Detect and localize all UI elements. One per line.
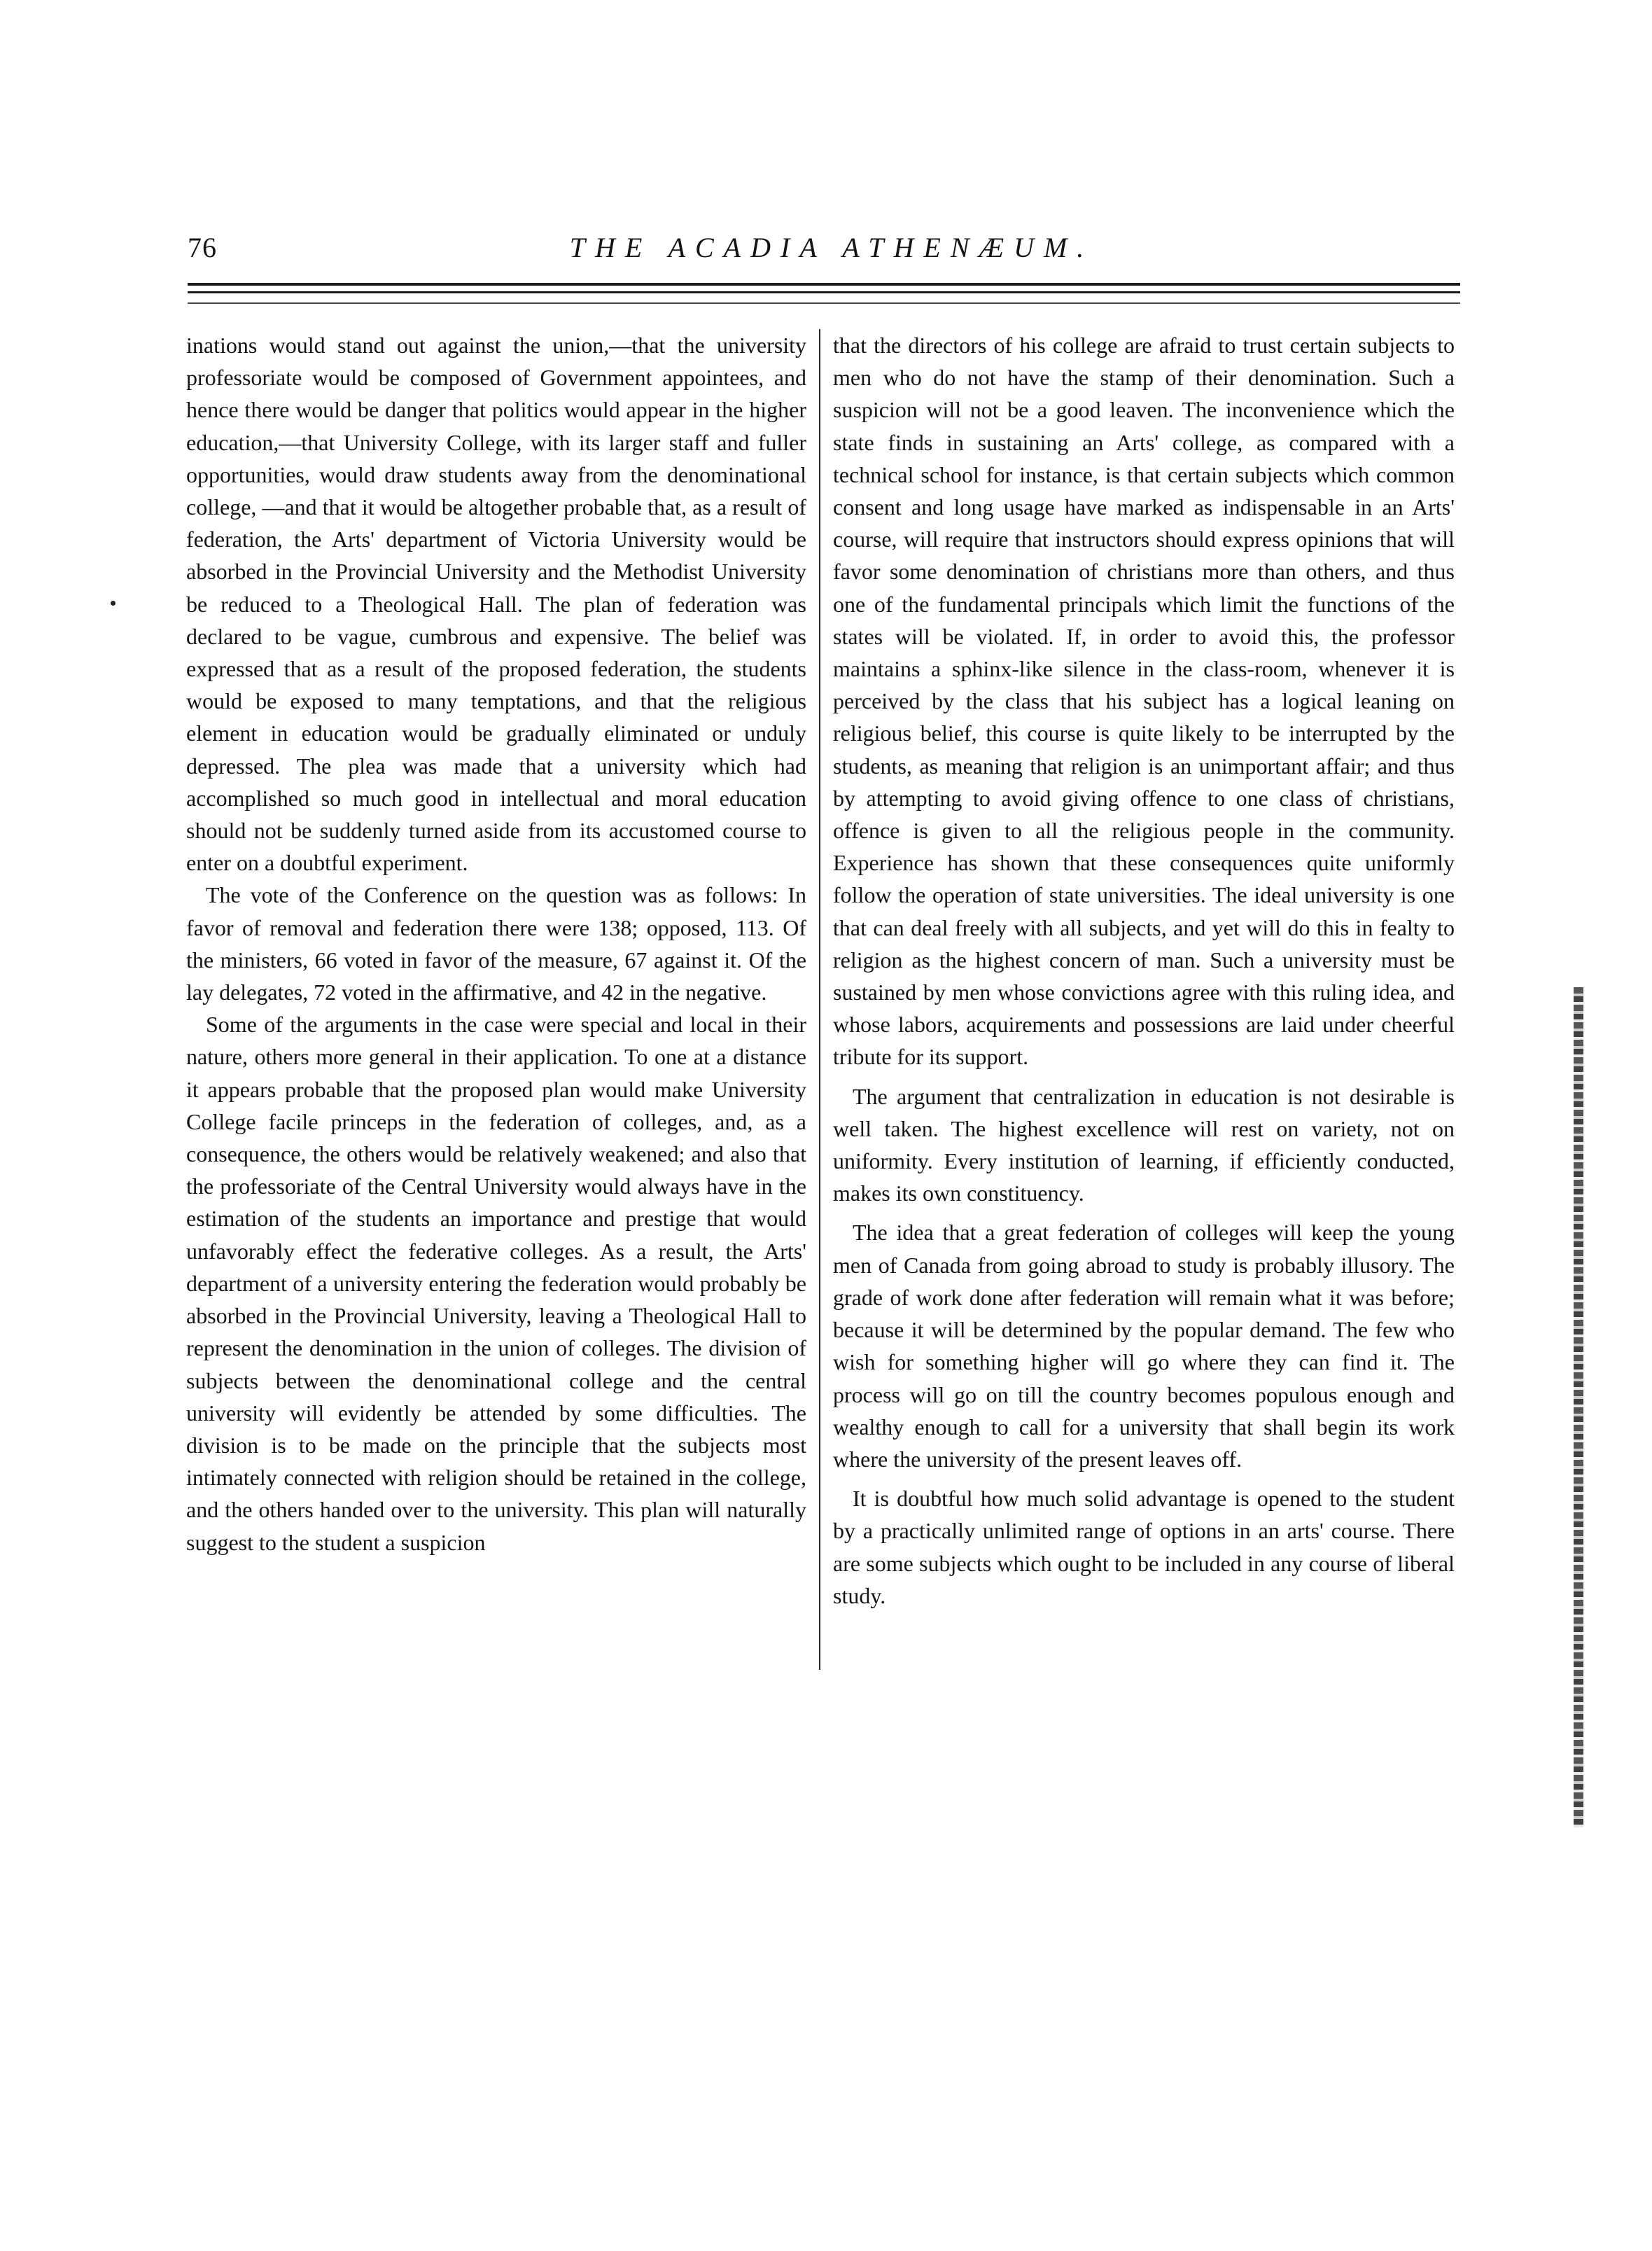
paragraph: The argument that centralization in education is not desirable is well taken. The highest excellence will rest on variety, not on uniformity. Every institution of learning, if efficiently conducted, makes its own constituency. bbox=[833, 1083, 1455, 1206]
page-number: 76 bbox=[188, 232, 217, 263]
paragraph: The vote of the Conference on the question was as follows: In favor of removal and federation there were 138; opposed, 113. Of the ministers, 66 voted in favor of the measure, 67 against it. Of the lay delegates, 72 voted in the affirmative, and 42 in the negative. bbox=[186, 882, 806, 1005]
left-column bbox=[186, 329, 806, 1559]
paragraph: that the directors of his college are afraid to trust certain subjects to men who do not have the stamp of their denomination. Such a suspicion will not be a good leaven. The inconvenience which the state finds in sustaining an Arts' college, as compared with a technical school for instance, is that certain subjects which common consent and long usage have marked as indispensable in an Arts' course, will require that instructors should express opinions that will favor some denomination of christians more than others, and thus one of the fundamental principals which limit the functions of the states will be violated. If, in order to avoid this, the professor maintains a sphinx-like silence in the class-room, whenever it is perceived by the class that his subject has a logical leaning on religious belief, this course is quite likely to be interrupted by the students, as meaning that religion is an unimportant affair; and thus by attempting to avoid giving offence to one class of christians, offence is given to all the religious people in the community. Experience has shown that these consequences quite uniformly follow the operation of state universities. The ideal university is one that can deal freely with all subjects, and yet will do this in fealty to religion as the highest concern of man. Such a university must be sustained by men whose convictions agree with this ruling idea, and whose labors, acquirements and possessions are laid under cheerful tribute for its support. bbox=[833, 333, 1455, 1070]
running-title: THE ACADIA ATHENÆUM. bbox=[569, 232, 1094, 263]
column-divider bbox=[819, 329, 820, 1670]
header-rule bbox=[188, 291, 1460, 293]
page-header bbox=[188, 231, 1476, 273]
paragraph: The idea that a great federation of colleges will keep the young men of Canada from going abroad to study is probably illusory. The grade of work done after federation will remain what it was before; because it will be determined by the popular demand. The few who wish for something higher will go where they can find it. The process will go on till the country becomes populous enough and wealthy enough to call for a university that shall begin its work where the university of the present leaves off. bbox=[833, 1220, 1455, 1472]
margin-mark bbox=[111, 601, 115, 606]
header-rule bbox=[188, 302, 1460, 304]
right-column bbox=[833, 329, 1455, 1612]
paragraph: Some of the arguments in the case were special and local in their nature, others more general in their application. To one at a distance it appears probable that the proposed plan would make University College facile princeps in the federation of colleges, and, as a consequence, the others would be relatively weakened; and also that the professoriate of the Central University would always have in the estimation of the students an importance and prestige that would unfavorably effect the federative colleges. As a result, the Arts' department of a university entering the federation would probably be absorbed in the Provincial University, leaving a Theological Hall to represent the denomination in the union of colleges. The division of subjects between the denominational college and the central university will evidently be attended by some difficulties. The division is to be made on the principle that the subjects most intimately connected with religion should be retained in the college, and the others handed over to the university. This plan will naturally suggest to the student a suspicion bbox=[186, 1012, 806, 1555]
paragraph: It is doubtful how much solid advantage is opened to the student by a practically unlimited range of options in an arts' course. There are some subjects which ought to be included in any course of liberal study. bbox=[833, 1486, 1455, 1608]
paragraph: inations would stand out against the union,—that the university professoriate would be composed of Government appointees, and hence there would be danger that politics would appear in the higher education,—that University College, with its larger staff and fuller opportunities, would draw students away from the denominational college, —and that it would be altogether probable that, as a result of federation, the Arts' department of Victoria University would be absorbed in the Provincial University and the Methodist University be reduced to a Theological Hall. The plan of federation was declared to be vague, cumbrous and expensive. The belief was expressed that as a result of the proposed federation, the students would be exposed to many temptations, and that the religious element in education would be gradually eliminated or unduly depressed. The plea was made that a university which had accomplished so much good in intellectual and moral education should not be suddenly turned aside from its accustomed course to enter on a doubtful experiment. bbox=[186, 333, 806, 876]
header-rule bbox=[188, 283, 1460, 286]
scan-edge-artifact bbox=[1574, 987, 1583, 1827]
